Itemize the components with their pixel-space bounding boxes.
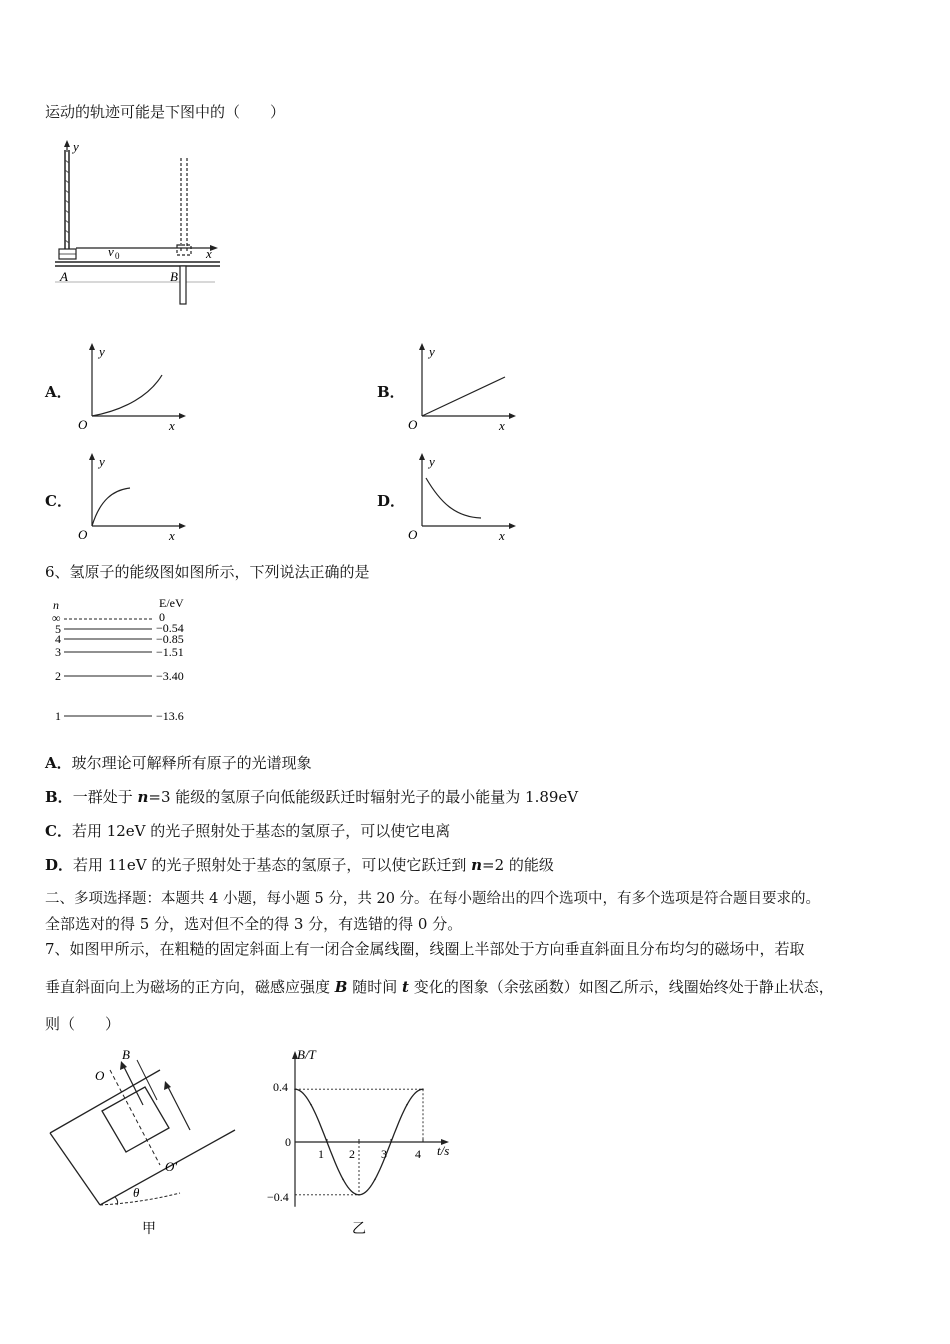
graph-a-o: O (78, 417, 88, 432)
q5-option-b-graph (405, 340, 520, 435)
yi-ytick-zero: 0 (285, 1135, 291, 1149)
yi-xtick-4: 4 (415, 1147, 421, 1161)
apparatus-v-sub: 0 (115, 251, 120, 261)
level-n-2: 2 (55, 669, 61, 683)
level-e-4: −0.85 (156, 632, 184, 646)
level-e-5: −0.54 (156, 621, 184, 635)
yi-data-point (406, 1104, 408, 1106)
yi-xtick-1: 1 (318, 1147, 324, 1161)
q7-stem-line3: 则（ ） (45, 1015, 121, 1033)
q6-option-d-pre: 若用 11eV 的光子照射处于基态的氢原子，可以使它跃迁到 (73, 856, 472, 874)
apparatus-a-label: A (60, 269, 68, 284)
section2-intro-line1: 二、多项选择题：本题共 4 小题，每小题 5 分，共 20 分。在每小题给出的四个选项中，有多个选项是符合题目要求的。 (45, 891, 821, 907)
q6-option-d-post: =2 的能级 (482, 856, 554, 874)
yi-data-point (390, 1141, 392, 1143)
q5-apparatus-figure (50, 140, 225, 310)
q7-line2-post: 变化的图象（余弦函数）如图乙所示，线圈始终处于静止状态， (408, 978, 834, 996)
level-n-1: 1 (55, 709, 61, 723)
q7-stem-line1: 7、如图甲所示，在粗糙的固定斜面上有一闭合金属线圈，线圈上半部处于方向垂直斜面且分布均匀的磁场中，若取 (45, 940, 805, 958)
level-e-2: −3.40 (156, 669, 184, 683)
q5-option-b-label[interactable]: B． (377, 383, 405, 401)
q6-stem: 6、氢原子的能级图如图所示，下列说法正确的是 (45, 563, 370, 581)
q6-option-b-label: B． (45, 788, 73, 806)
graph-a-y: y (99, 344, 105, 359)
q6-option-d-var: n (471, 856, 483, 874)
q6-option-a[interactable] (45, 753, 312, 773)
graph-a-x: x (169, 418, 175, 433)
graph-b-o: O (408, 417, 418, 432)
jia-o: O (95, 1068, 105, 1083)
yi-data-point (310, 1104, 312, 1106)
graph-c-x: x (169, 528, 175, 543)
yi-y-axis-label: B/T (297, 1047, 316, 1062)
level-n-4: 4 (55, 632, 61, 646)
q6-option-c[interactable] (45, 821, 450, 841)
energy-level-diagram (48, 594, 208, 729)
q6-option-b-var: n (137, 788, 149, 806)
q6-option-d[interactable] (45, 855, 554, 875)
jia-caption: 甲 (142, 1222, 156, 1237)
level-n-inf: ∞ (52, 611, 61, 625)
q6-option-c-text: 若用 12eV 的光子照射处于基态的氢原子，可以使它电离 (71, 822, 451, 840)
level-e-inf: 0 (159, 610, 165, 624)
yi-caption: 乙 (352, 1222, 366, 1237)
level-e-1: −13.6 (156, 709, 184, 723)
yi-xtick-3: 3 (381, 1147, 387, 1161)
q7-line2-pre: 垂直斜面向上为磁场的正方向，磁感应强度 (45, 978, 335, 996)
apparatus-b-label: B (170, 269, 178, 284)
graph-b-y: y (429, 344, 435, 359)
q6-option-d-label: D． (45, 856, 74, 874)
yi-xtick-2: 2 (349, 1147, 355, 1161)
apparatus-v-label: v (108, 244, 114, 259)
yi-data-point (342, 1179, 344, 1181)
graph-d-o: O (408, 527, 418, 542)
yi-data-point (374, 1179, 376, 1181)
q7-line2-mid: 随时间 (347, 978, 403, 996)
q5-option-a-graph (75, 340, 190, 435)
yi-data-point (422, 1088, 424, 1090)
q6-option-c-label: C． (45, 822, 72, 840)
q7-line2-t: t (402, 978, 409, 996)
level-n-5: 5 (55, 622, 61, 636)
jia-o-prime: O′ (165, 1159, 178, 1174)
graph-b-x: x (499, 418, 505, 433)
section2-intro-line2: 全部选对的得 5 分，选对但不全的得 3 分，有选错的得 0 分。 (45, 915, 463, 933)
q6-option-a-label: A． (45, 754, 72, 772)
apparatus-y-label: y (73, 139, 79, 154)
q5-option-d-label[interactable]: D． (377, 492, 406, 510)
apparatus-x-label: x (206, 246, 212, 261)
graph-c-o: O (78, 527, 88, 542)
yi-data-point (294, 1088, 296, 1090)
graph-c-y: y (99, 454, 105, 469)
yi-ytick-neg: −0.4 (267, 1190, 289, 1204)
jia-b: B (122, 1047, 130, 1062)
q6-option-b[interactable] (45, 787, 578, 807)
yi-ytick-pos: 0.4 (273, 1080, 288, 1094)
q6-option-b-post: =3 能级的氢原子向低能级跃迁时辐射光子的最小能量为 1.89eV (148, 788, 579, 806)
yi-data-point (358, 1194, 360, 1196)
q5-option-c-graph (75, 450, 190, 545)
q5-option-d-graph (405, 450, 520, 545)
figure-jia (45, 1045, 250, 1245)
q6-option-b-pre: 一群处于 (72, 788, 138, 806)
figure-yi-chart (255, 1045, 465, 1245)
q5-stem: 运动的轨迹可能是下图中的（ ） (45, 103, 286, 121)
q5-option-a-label[interactable]: A． (45, 383, 72, 401)
level-e-3: −1.51 (156, 645, 184, 659)
energy-e-header: E/eV (159, 596, 184, 610)
energy-n-header: n (53, 598, 59, 612)
q5-option-c-label[interactable]: C． (45, 492, 72, 510)
level-n-3: 3 (55, 645, 61, 659)
q7-stem-line2 (45, 977, 834, 997)
q7-line2-b: B (334, 978, 348, 996)
yi-x-axis-label: t/s (437, 1143, 450, 1158)
graph-d-y: y (429, 454, 435, 469)
q6-option-a-text: 玻尔理论可解释所有原子的光谱现象 (71, 754, 312, 772)
graph-d-x: x (499, 528, 505, 543)
yi-data-point (326, 1141, 328, 1143)
jia-theta: θ (133, 1185, 140, 1200)
